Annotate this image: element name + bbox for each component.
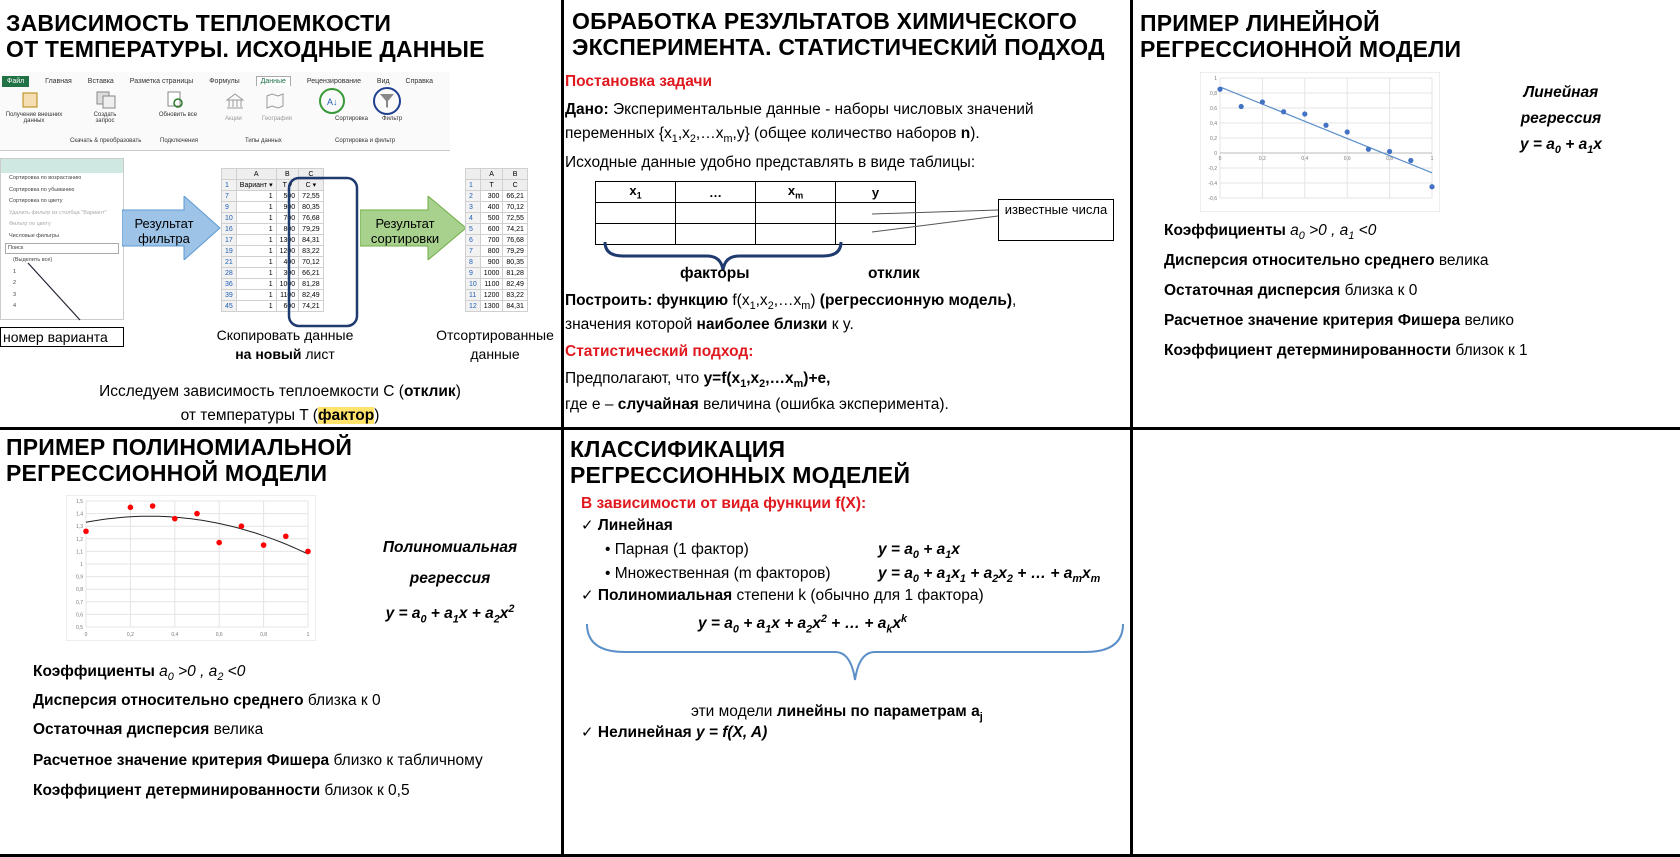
table-cell[interactable]: 600 [276, 301, 299, 312]
refresh-all-button[interactable]: Обновить все [158, 112, 198, 118]
row-number: 10 [222, 213, 237, 224]
bank-icon [225, 92, 245, 110]
data-point [150, 503, 156, 509]
known-numbers-callout: известные числа [998, 199, 1114, 241]
polynomial-scatter-chart [66, 495, 316, 641]
callout-pointers [870, 196, 1000, 236]
multi-item: • Множественная (m факторов) [605, 565, 831, 582]
column-name[interactable]: C ▾ [299, 180, 324, 191]
linear-models-brace [585, 622, 1125, 684]
table-cell[interactable]: 83,22 [299, 246, 324, 257]
checkbox-4[interactable]: 4 [13, 303, 17, 309]
y-tick-label: 1 [1214, 76, 1217, 82]
table-cell[interactable]: 1 [236, 301, 276, 312]
table-row [466, 301, 528, 312]
table-cell[interactable]: 1 [236, 246, 276, 257]
y-tick-label: 0,7 [76, 599, 83, 606]
poly-item: ✓ Полиномиальная степени k (обычно для 1 фактора) [581, 587, 984, 604]
column-letter[interactable]: B [503, 169, 528, 180]
table-cell[interactable]: 1200 [480, 290, 503, 301]
y-tick-label: 0,9 [76, 574, 83, 581]
multi-formula: $y = a_0 + a_1x_1 + a_2x_2$ + … + $a_mx_m$ [878, 565, 1101, 586]
tab-formulas[interactable]: Формулы [209, 78, 240, 85]
table-cell[interactable]: 1300 [276, 235, 299, 246]
table-cell[interactable]: 500 [480, 213, 503, 224]
checkbox-2[interactable]: 2 [13, 280, 17, 286]
tab-view[interactable]: Вид [376, 78, 390, 85]
linear-side-label: Линейная регрессия $y = a_0 + a_1x$ [1520, 84, 1602, 157]
column-name[interactable]: Вариант ▾ [236, 180, 276, 191]
table-cell[interactable]: 1 [236, 235, 276, 246]
table-row [466, 279, 528, 290]
row-number: 45 [222, 301, 237, 312]
table-row [466, 235, 528, 246]
poly-coef: Коэффициенты $a_0 >0$ , $a_2 <0$ [33, 663, 246, 684]
row-number: 36 [222, 279, 237, 290]
table-cell[interactable]: 1100 [480, 279, 503, 290]
table-cell[interactable]: 500 [276, 191, 299, 202]
linear-coef: Коэффициенты $a_0 >0$ , $a_1 <0$ [1164, 222, 1377, 243]
table-cell[interactable]: 74,21 [503, 224, 528, 235]
table-cell[interactable]: 1300 [480, 301, 503, 312]
y-tick-label: 1,1 [76, 549, 83, 556]
row-number: 39 [222, 290, 237, 301]
menu-sort-desc[interactable]: Сортировка по убыванию [9, 186, 75, 193]
table-cell[interactable]: 1 [236, 191, 276, 202]
linear-item: ✓ Линейная [581, 517, 673, 534]
panel5-title: КЛАССИФИКАЦИЯ РЕГРЕССИОННЫХ МОДЕЛЕЙ [570, 436, 911, 488]
data-point [1345, 129, 1350, 134]
filter-button[interactable]: Фильтр [382, 116, 403, 122]
table-cell[interactable]: 76,68 [299, 213, 324, 224]
x-tick-label: 0,2 [1258, 156, 1266, 162]
column-letter[interactable]: C [299, 169, 324, 180]
factor-table [595, 181, 916, 245]
poly-disp: Дисперсия относительно среднего близка к 0 [33, 692, 381, 709]
poly-formula: $y = a_0 + a_1x + a_2x^2$ + … + $a_kx^k$ [698, 613, 907, 636]
y-tick-label: 1,4 [76, 511, 83, 518]
x-tick-label: 0 [84, 632, 88, 638]
poly-resid: Остаточная дисперсия велика [33, 721, 264, 738]
database-icon [20, 90, 40, 110]
table-row [466, 246, 528, 257]
table-cell[interactable]: 1000 [276, 279, 299, 290]
data-point [216, 540, 222, 546]
query-icon [95, 90, 117, 110]
linear-disp: Дисперсия относительно среднего велика [1164, 252, 1489, 269]
arrow-filter-label: Результат фильтра [134, 216, 194, 246]
x-tick-label: 0,6 [1343, 156, 1351, 162]
row-number: 21 [222, 257, 237, 268]
variant-label: номер варианта [0, 327, 124, 347]
data-point [1260, 99, 1265, 104]
row-number: 3 [466, 202, 481, 213]
assume-line: Предполагают, что $y=f(x_1,x_2,\dots x_m)+e$, [565, 370, 831, 391]
linear-fisher: Расчетное значение критерия Фишера велико [1164, 312, 1514, 329]
checkbox-1[interactable]: 1 [13, 268, 17, 275]
data-point [1281, 109, 1286, 114]
table-row [466, 191, 528, 202]
filter-search-input[interactable]: Поиск [5, 243, 119, 254]
y-tick-label: -0,6 [1208, 196, 1217, 202]
table-cell[interactable]: 700 [276, 213, 299, 224]
x-tick-label: 0,4 [1301, 156, 1309, 162]
x-tick-label: 1 [306, 632, 310, 638]
checkbox-3[interactable]: 3 [13, 291, 17, 298]
filter-funnel-icon[interactable] [372, 86, 402, 116]
check-icon: ✓ [581, 587, 594, 604]
factors-label: факторы [680, 265, 750, 282]
table-cell[interactable]: 66,21 [503, 191, 528, 202]
data-point [1408, 158, 1413, 163]
geography-button[interactable]: География [262, 116, 292, 122]
sheet-corner [222, 169, 237, 180]
x-tick-label: 0,2 [126, 632, 134, 638]
x-tick-label: 1 [1430, 156, 1434, 162]
column-letter[interactable]: A [480, 169, 503, 180]
panel3-title: ПРИМЕР ЛИНЕЙНОЙ РЕГРЕССИОННОЙ МОДЕЛИ [1140, 10, 1462, 62]
data-point [261, 542, 267, 548]
group-label-connections: Подключения [160, 138, 198, 144]
row-number: 28 [222, 268, 237, 279]
column-letter[interactable]: B [276, 169, 299, 180]
y-tick-label: 1,5 [76, 499, 83, 505]
y-tick-label: 0,6 [1210, 106, 1217, 112]
sort-az-icon[interactable] [318, 87, 346, 115]
table-cell[interactable]: 1000 [480, 268, 503, 279]
table-cell[interactable]: 80,35 [503, 257, 528, 268]
x-tick-label: 0,6 [215, 632, 223, 638]
given-line1: Дано: Экспериментальные данные - наборы числовых значений [565, 101, 1034, 118]
menu-clear-filter[interactable]: Удалить фильтр из столбца "Вариант" [9, 209, 107, 216]
panel1-title: ЗАВИСИМОСТЬ ТЕПЛОЕМКОСТИ ОТ ТЕМПЕРАТУРЫ. ИСХОДНЫЕ ДАННЫЕ [6, 10, 485, 62]
table-cell[interactable]: 1100 [276, 290, 299, 301]
factor-highlight: фактор [317, 407, 375, 424]
data-point [1302, 111, 1307, 116]
table-cell[interactable]: 1 [236, 213, 276, 224]
sorted-sheet [465, 168, 528, 312]
table-cell[interactable]: 800 [276, 224, 299, 235]
table-cell[interactable]: 800 [480, 246, 503, 257]
row-number: 17 [222, 235, 237, 246]
where-line: где e – случайная величина (ошибка эксперимента). [565, 396, 949, 413]
tab-review[interactable]: Рецензирование [306, 78, 361, 85]
y-tick-label: 0 [1214, 151, 1217, 157]
caption-sorted: Отсортированные данные [436, 327, 554, 362]
svg-text:A↓: A↓ [327, 97, 338, 107]
given-line2: переменных $\{x_1,x_2,\dots x_m,y\}$ (общее количество наборов n). [565, 125, 980, 146]
tab-data[interactable]: Данные [256, 76, 291, 86]
row-number: 12 [466, 301, 481, 312]
table-cell[interactable]: 1 [236, 268, 276, 279]
chart-frame [66, 495, 316, 641]
table-cell[interactable]: 400 [276, 257, 299, 268]
header-dots: … [676, 182, 756, 203]
data-point [1366, 147, 1371, 152]
x-tick-label: 0 [1218, 156, 1222, 162]
classification-heading: В зависимости от вида функции f(X): [581, 495, 867, 512]
table-cell[interactable]: 400 [480, 202, 503, 213]
row-number: 6 [466, 235, 481, 246]
table-cell[interactable]: 81,28 [503, 268, 528, 279]
poly-det: Коэффициент детерминированности близок к 0,5 [33, 782, 410, 799]
table-cell[interactable]: 79,29 [503, 246, 528, 257]
y-tick-label: 0,4 [1210, 121, 1217, 127]
refresh-icon [165, 90, 185, 110]
table-intro: Исходные данные удобно представлять в виде таблицы: [565, 154, 976, 171]
tc-selection-outline [287, 176, 359, 328]
y-tick-label: 0,2 [1210, 136, 1217, 142]
check-icon: ✓ [581, 724, 594, 741]
table-cell[interactable]: 80,35 [299, 202, 324, 213]
get-data-button[interactable]: Получение внешних данных [5, 112, 63, 124]
table-cell[interactable]: 1 [236, 202, 276, 213]
table-cell[interactable]: 84,31 [503, 301, 528, 312]
data-point [1323, 123, 1328, 128]
stat-heading: Статистический подход: [565, 343, 754, 360]
table-row [466, 224, 528, 235]
build-line2: значения которой наиболее близки к y. [565, 316, 854, 333]
stocks-button[interactable]: Акции [225, 116, 242, 122]
column-name[interactable]: T ▾ [276, 180, 299, 191]
y-tick-label: -0,2 [1208, 166, 1217, 172]
column-letter[interactable]: A [236, 169, 276, 180]
y-tick-label: -0,4 [1208, 181, 1217, 187]
build-line1: Построить: функцию $f(x_1,x_2,\dots x_m)$ (регрессионную модель), [565, 292, 1017, 313]
checkbox-select-all[interactable]: (Выделить все) [13, 257, 53, 263]
table-cell[interactable]: 70,12 [503, 202, 528, 213]
data-point [1239, 104, 1244, 109]
poly-side-label: Полиномиальная регрессия $y = a_0 + a_1x + a_2x^2$ [382, 539, 518, 626]
linear-params-note: эти модели линейны по параметрам $a_j$ [691, 703, 983, 724]
response-label: отклик [868, 265, 920, 282]
excel-ribbon [0, 72, 450, 151]
table-cell[interactable]: 1 [236, 257, 276, 268]
table-cell[interactable]: 900 [276, 202, 299, 213]
table-cell[interactable]: 82,49 [503, 279, 528, 290]
linear-resid: Остаточная дисперсия близка к 0 [1164, 282, 1418, 299]
research-statement: Исследуем зависимость теплоемкости C (отклик) от температуры T (фактор) [99, 383, 461, 424]
table-cell[interactable]: 81,28 [299, 279, 324, 290]
x-tick-label: 0,4 [171, 632, 179, 638]
y-tick-label: 1,3 [76, 524, 83, 531]
row-number: 7 [466, 246, 481, 257]
y-tick-label: 0,6 [76, 612, 83, 619]
tab-help[interactable]: Справка [405, 78, 434, 85]
column-header-variant [1, 159, 123, 173]
table-cell[interactable]: 72,55 [503, 213, 528, 224]
table-cell[interactable]: 82,49 [299, 290, 324, 301]
column-name[interactable]: C [503, 180, 528, 191]
table-cell[interactable]: 70,12 [299, 257, 324, 268]
map-icon [265, 92, 285, 110]
task-heading: Постановка задачи [565, 73, 713, 90]
menu-number-filters[interactable]: Числовые фильтры [9, 232, 60, 239]
caption-copy: Скопировать данные на новый лист [216, 327, 354, 362]
table-row [466, 213, 528, 224]
tab-insert[interactable]: Вставка [87, 78, 114, 85]
table-cell[interactable]: 1 [236, 279, 276, 290]
menu-sort-asc[interactable]: Сортировка по возрастанию [9, 175, 82, 181]
table-row [466, 268, 528, 279]
y-tick-label: 0,8 [1210, 91, 1217, 97]
menu-filter-color[interactable]: Фильтр по цвету [9, 221, 51, 227]
table-cell[interactable]: 84,31 [299, 235, 324, 246]
y-tick-label: 1,2 [76, 536, 83, 543]
table-cell[interactable]: 66,21 [299, 268, 324, 279]
data-point [1217, 87, 1222, 92]
y-tick-label: 0,8 [76, 587, 83, 594]
pair-formula: $y = a_0 + a_1x$ [878, 541, 960, 562]
data-point [305, 549, 311, 555]
table-row [466, 202, 528, 213]
row-number: 5 [466, 224, 481, 235]
linear-scatter-chart [1200, 72, 1440, 212]
table-cell[interactable]: 300 [276, 268, 299, 279]
data-point [283, 533, 289, 539]
pair-item: • Парная (1 фактор) [605, 541, 749, 558]
tab-file[interactable]: Файл [2, 76, 29, 87]
table-cell[interactable]: 74,21 [299, 301, 324, 312]
data-point [1387, 149, 1392, 154]
group-label-get: Скачать & преобразовать [70, 138, 142, 144]
data-point [83, 528, 89, 534]
table-row [466, 257, 528, 268]
table-cell[interactable]: 900 [480, 257, 503, 268]
table-cell[interactable]: 1 [236, 224, 276, 235]
header-xm: $x_m$ [756, 182, 836, 203]
row-number: 16 [222, 224, 237, 235]
x-tick-label: 0,8 [1386, 156, 1394, 162]
check-icon: ✓ [581, 517, 594, 534]
table-cell[interactable]: 72,55 [299, 191, 324, 202]
table-cell[interactable]: 1 [236, 290, 276, 301]
row-number: 7 [222, 191, 237, 202]
data-point [239, 523, 245, 529]
table-cell[interactable]: 600 [480, 224, 503, 235]
table-cell[interactable]: 76,68 [503, 235, 528, 246]
panel2-title: ОБРАБОТКА РЕЗУЛЬТАТОВ ХИМИЧЕСКОГО ЭКСПЕРИМЕНТА. СТАТИСТИЧЕСКИЙ ПОДХОД [572, 8, 1105, 60]
table-row [466, 290, 528, 301]
row-number: 9 [222, 202, 237, 213]
data-point [194, 511, 200, 517]
row-number: 10 [466, 279, 481, 290]
create-query-button[interactable]: Создать запрос [93, 112, 117, 124]
data-point [172, 516, 178, 522]
row-number: 8 [466, 257, 481, 268]
table-cell[interactable]: 83,22 [503, 290, 528, 301]
row-number: 4 [466, 213, 481, 224]
x-tick-label: 0,8 [260, 632, 268, 638]
row-number: 11 [466, 290, 481, 301]
header-x1: $x_1$ [596, 182, 676, 203]
sheet-corner [466, 169, 481, 180]
nonlinear-item: ✓ Нелинейная y = f(X, A) [581, 724, 768, 741]
table-cell[interactable]: 1200 [276, 246, 299, 257]
table-cell[interactable]: 700 [480, 235, 503, 246]
table-cell[interactable]: 79,29 [299, 224, 324, 235]
row-number: 1 [222, 180, 237, 191]
variant-pointer-line [0, 258, 90, 328]
menu-sort-color[interactable]: Сортировка по цвету [9, 198, 63, 204]
data-point [1429, 184, 1434, 189]
table-cell[interactable]: 300 [480, 191, 503, 202]
y-tick-label: 1 [80, 562, 83, 568]
group-label-types: Типы данных [245, 138, 282, 144]
column-name[interactable]: T [480, 180, 503, 191]
poly-fisher: Расчетное значение критерия Фишера близко к табличному [33, 752, 483, 769]
linear-det: Коэффициент детерминированности близок к 1 [1164, 342, 1528, 359]
tab-home[interactable]: Главная [45, 78, 72, 85]
data-point [128, 505, 134, 511]
row-number: 9 [466, 268, 481, 279]
header-y: y [836, 182, 916, 203]
tab-layout[interactable]: Разметка страницы [129, 78, 194, 85]
row-number: 19 [222, 246, 237, 257]
arrow-sort-label: Результат сортировки [370, 216, 440, 246]
y-tick-label: 0,5 [76, 625, 83, 631]
row-number: 1 [466, 180, 481, 191]
sort-button[interactable]: Сортировка [335, 116, 368, 122]
group-label-sort: Сортировка и фильтр [335, 138, 396, 144]
panel4-title: ПРИМЕР ПОЛИНОМИАЛЬНОЙ РЕГРЕССИОННОЙ МОДЕЛИ [6, 434, 353, 486]
row-number: 2 [466, 191, 481, 202]
